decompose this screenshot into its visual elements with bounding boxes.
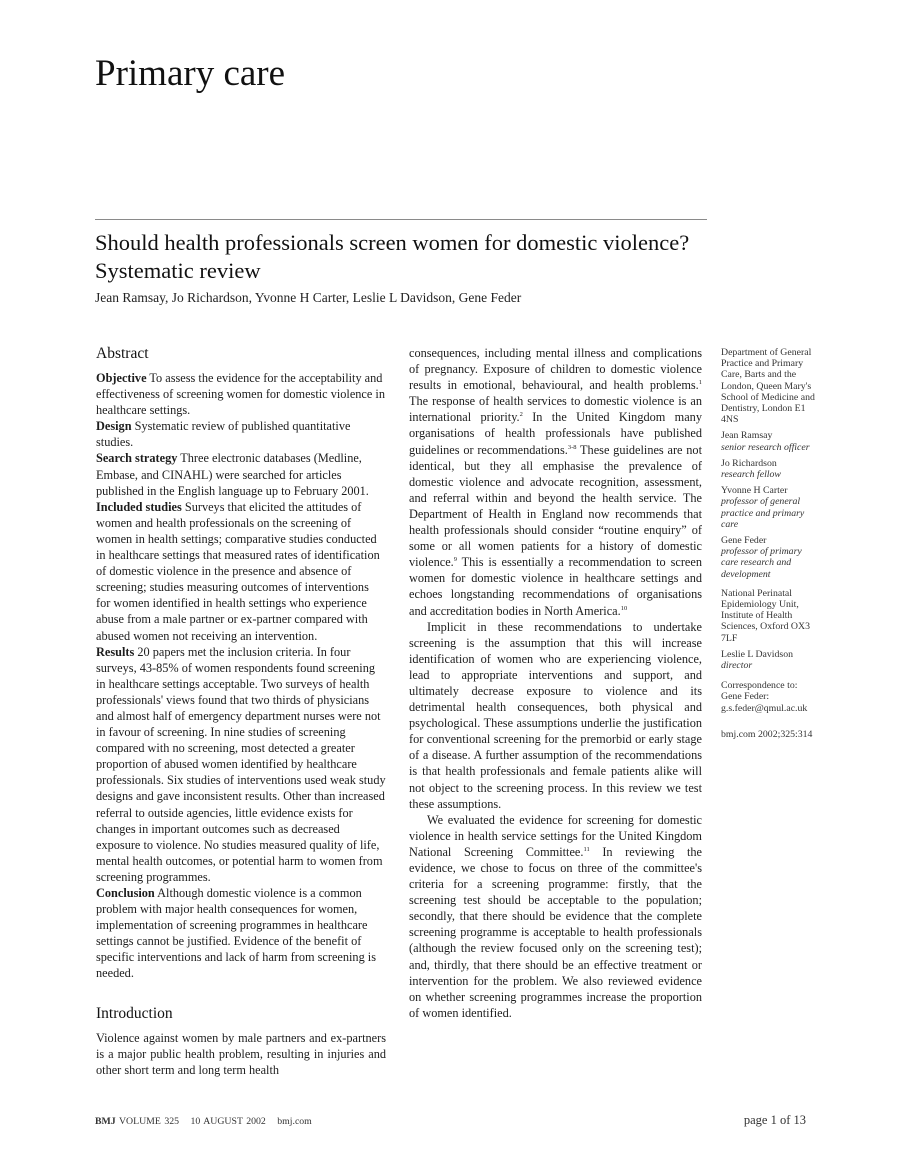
text-run: In the United Kingdom many organisations of health professionals have published guidelines or recommendations.	[409, 410, 702, 457]
issue-date: 10 AUGUST 2002	[190, 1116, 266, 1127]
author-role: director	[721, 660, 753, 672]
text-run: We evaluated the evidence for screening for domestic violence in health service settings for the United Kingdom National Screening Committee.	[409, 812, 702, 859]
author-role: professor of general practice and primary care	[721, 496, 805, 530]
title-divider	[95, 219, 707, 220]
abstract-conclusion	[96, 885, 386, 982]
text-run: The response of health services to domestic violence is an international priority.	[409, 394, 702, 425]
abstract-label: Search strategy	[96, 451, 178, 466]
abstract-heading: Abstract	[96, 345, 149, 362]
author-list: Jean Ramsay, Jo Richardson, Yvonne H Carter, Leslie L Davidson, Gene Feder	[95, 290, 522, 305]
reference-link[interactable]: 1	[698, 379, 702, 387]
reference-link[interactable]: 3-8	[567, 443, 577, 451]
author-affiliation	[721, 535, 821, 580]
intro-paragraph-3	[409, 812, 702, 1021]
text-run: In reviewing the evidence, we chose to focus on three of the committee's criteria for a screening programme: firstly, that the screening test should be acceptable to the population; secondly, that there should be evidence that the complete screening programme is acceptable to health professionals (although the review focused only on the screening test); and, thirdly, that there should be an effective treatment or intervention for the problem. We also reviewed evidence on whether screening programmes increase the proportion of women identified.	[409, 844, 702, 1020]
correspondence	[721, 680, 821, 714]
author-affiliation	[721, 649, 821, 671]
abstract-text: Although domestic violence is a common problem with major health consequences for women, implementation of screening programmes in healthcare settings cannot be justified. Evidence of the benefit of specific interventions and lack of harm from screening is needed.	[96, 886, 377, 981]
journal-footer	[95, 1116, 312, 1128]
article-title: Should health professionals screen women for domestic violence? Systematic review	[95, 230, 690, 283]
abstract-results	[96, 644, 386, 885]
reference-link[interactable]: 10	[620, 604, 628, 612]
abstract-label: Conclusion	[96, 886, 155, 900]
introduction-lead: Violence against women by male partners and ex-partners is a major public health problem, resulting in injuries and other short term and long term health	[96, 1030, 386, 1077]
author-role: senior research officer	[721, 441, 810, 453]
author-role: professor of primary care research and development	[721, 546, 802, 580]
author-affiliation	[721, 430, 821, 452]
abstract-text: Three electronic databases (Medline, Embase, and CINAHL) were searched for articles published in the English language up to February 2001.	[96, 451, 369, 498]
correspondence-email[interactable]: g.s.feder@qmul.ac.uk	[721, 702, 808, 714]
text-run: consequences, including mental illness and complications of pregnancy. Exposure of children to domestic violence results in emotional, behavioural, and health problems.	[409, 346, 702, 393]
reference-link[interactable]: 2	[519, 411, 523, 419]
author-affiliation	[721, 485, 821, 530]
journal-name: BMJ	[95, 1116, 116, 1127]
abstract-design	[96, 418, 386, 450]
abstract-text: To assess the evidence for the acceptability and effectiveness of screening women for domestic violence in healthcare settings.	[96, 371, 385, 418]
author-name: Jean Ramsay	[721, 430, 773, 442]
abstract-included-studies	[96, 499, 386, 644]
intro-paragraph-2: Implicit in these recommendations to undertake screening is the assumption that this will increase identification of women who are experiencing violence, lead to appropriate interventions and support, and ultimately decrease exposure to violence and its detrimental health consequences, both physical and psychological. These assumptions underlie the justification for conventional screening for the premorbid or early stage of a disease. A further assumption of the recommendations is that health professionals and female patients alike will not object to the screening process. In this review we test these assumptions.	[409, 619, 702, 811]
author-role: research fellow	[721, 469, 781, 481]
abstract-objective	[96, 370, 386, 418]
intro-paragraph-1	[409, 345, 702, 619]
middle-column	[409, 345, 702, 1021]
abstract-search-strategy	[96, 450, 386, 498]
affiliation: National Perinatal Epidemiology Unit, Institute of Health Sciences, Oxford OX3 7LF	[721, 587, 810, 644]
citation: bmj.com 2002;325:314	[721, 728, 813, 740]
abstract-label: Objective	[96, 371, 147, 385]
text-run: These guidelines are not identical, but they all emphasise the prevalence of domestic violence and advocate recognition, assessment, and referral within and beyond the health service. The Department of Health in England now recommends that health professionals should consider “routine enquiry” of some or all women patients for a history of domestic violence.	[409, 442, 702, 570]
abstract-text: 20 papers met the inclusion criteria. In four surveys, 43-85% of women respondents found screening in healthcare settings acceptable. Two surveys of health professionals' views found that two thirds of physicians and almost half of emergency department nurses were not in favour of screening. In nine studies of screening compared with no screening, most detected a greater proportion of abused women identified by healthcare professionals. Six studies of interventions used weak study designs and gave inconsistent results. Other than increased referral to outside agencies, little evidence exists for changes in important outcomes such as decreased exposure to violence. No studies measured quality of life, mental health outcomes, or potential harm to women from screening programmes.	[96, 644, 386, 884]
page-number: page 1 of 13	[743, 1113, 806, 1127]
author-name: Yvonne H Carter	[721, 485, 788, 497]
abstract-label: Design	[96, 419, 132, 434]
journal-site[interactable]: bmj.com	[277, 1116, 312, 1127]
section-title: Primary care	[95, 53, 286, 94]
reference-link[interactable]: 9	[453, 556, 457, 564]
affiliation: Department of General Practice and Primary Care, Barts and the London, Queen Mary's School of Medicine and Dentistry, London E1 4NS	[721, 347, 815, 426]
abstract-label: Included studies	[96, 499, 182, 514]
correspondence-label: Correspondence to:	[721, 680, 798, 692]
author-name: Jo Richardson	[721, 457, 777, 469]
introduction-heading: Introduction	[96, 1004, 173, 1022]
correspondence-name: Gene Feder:	[721, 691, 770, 703]
text-run: This is essentially a recommendation to screen women for domestic violence in healthcare settings and echoes longstanding recommendations of organisations and accreditation bodies in North America.	[409, 555, 702, 618]
journal-volume: VOLUME 325	[118, 1116, 180, 1127]
author-name: Leslie L Davidson	[721, 648, 794, 660]
left-column	[96, 344, 386, 1078]
abstract-text: Systematic review of published quantitative studies.	[96, 419, 351, 450]
affiliation-sidebar	[721, 347, 821, 745]
abstract-label: Results	[96, 644, 135, 659]
author-affiliation	[721, 458, 821, 480]
abstract-text: Surveys that elicited the attitudes of women and health professionals on the screening of women in health settings; comparative studies conducted in healthcare settings that measured rates of identification of domestic violence in the presence and absence of screening; studies measuring outcomes of interventions for women identified in health settings who experience abuse from a male partner or ex-partner compared with abused women not receiving an intervention.	[96, 499, 380, 643]
reference-link[interactable]: 11	[583, 845, 590, 853]
author-name: Gene Feder	[721, 535, 767, 547]
